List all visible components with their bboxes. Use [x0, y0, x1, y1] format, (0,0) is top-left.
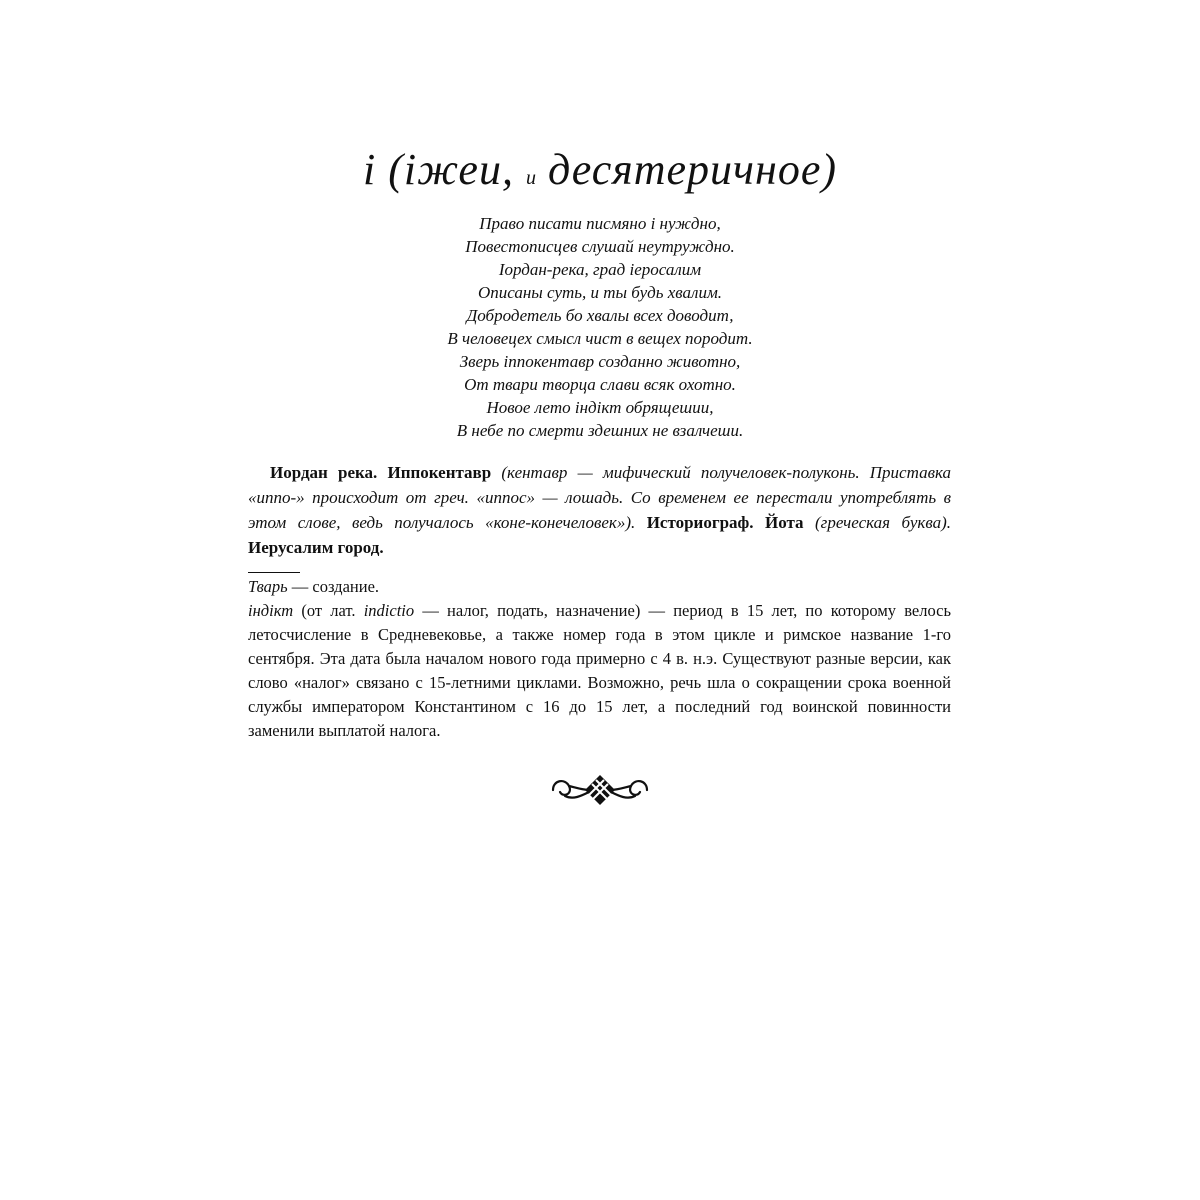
footnotes	[248, 575, 951, 743]
footnote-term: індікт	[248, 601, 294, 620]
footnote-2	[248, 599, 951, 743]
poem-line: Описаны суть, и ты будь хвалим.	[477, 283, 723, 302]
entry-terms-2: Историограф. Йота	[646, 513, 804, 532]
poem-line: Добродетель бо хвалы всех доводит,	[466, 306, 734, 325]
entry-terms-1: Иордан река. Иппокентавр	[270, 463, 492, 482]
poem-line: Право писати писмяно і нуждно,	[479, 214, 721, 233]
footnote-latin-word: indictio	[363, 601, 415, 620]
footnote-term: Тварь	[248, 577, 288, 596]
entry-explanation-2: (греческая буква).	[803, 513, 952, 532]
footnote-separator	[248, 572, 300, 573]
footnote-text: — налог, подать, назначение) — период в 15 лет, по которому велось летосчисление в Средневековье, а также номер года в этом цикле и римское название 1-го сентября. Эта дата была началом нового года примерно с 4 в. н.э. Существуют разные версии, как слово «налог» связано с 15-летними циклами. Возможно, речь шла о сокращении срока военной службы императором Константином с 16 до 15 лет, а последний год воинской повинности заменили выплатой налога.	[248, 601, 951, 740]
decorative-knot-ornament-icon	[545, 770, 655, 810]
page-title	[250, 140, 950, 208]
entry-terms-3: Иерусалим город.	[248, 538, 384, 557]
poem-line: Іордан-река, град іеросалим	[498, 260, 702, 279]
footnote-text: — создание.	[287, 577, 380, 596]
title-part-letter: і (іжеи,	[362, 145, 514, 194]
poem-line: В человецех смысл чист в вещех породит.	[447, 329, 753, 348]
word-entries-paragraph	[248, 460, 951, 560]
title-part-name: десятеричное)	[547, 145, 837, 194]
poem-line: Повестописцев слушай неутруждно.	[465, 237, 735, 256]
title-part-small: и	[525, 167, 536, 189]
poem-line: Зверь іппокентавр созданно животно,	[459, 352, 741, 371]
poem-line: Новое лето індікт обрящешии,	[486, 398, 714, 417]
poem-line: От твари творца слави всяк охотно.	[464, 375, 736, 394]
poem-line: В небе по смерти здешних не взалчеши.	[456, 421, 744, 440]
entry-explanation-1: (кентавр — мифический получеловек-полуконь. Приставка «иппо-» происходит от греч. «иппос» — лошадь. Со временем ее перестали употреблять в этом слове, ведь получалось «коне-конечеловек»).	[248, 463, 951, 532]
footnote-1	[248, 575, 951, 599]
poem-stanza	[250, 212, 950, 442]
footnote-text: (от лат.	[293, 601, 364, 620]
